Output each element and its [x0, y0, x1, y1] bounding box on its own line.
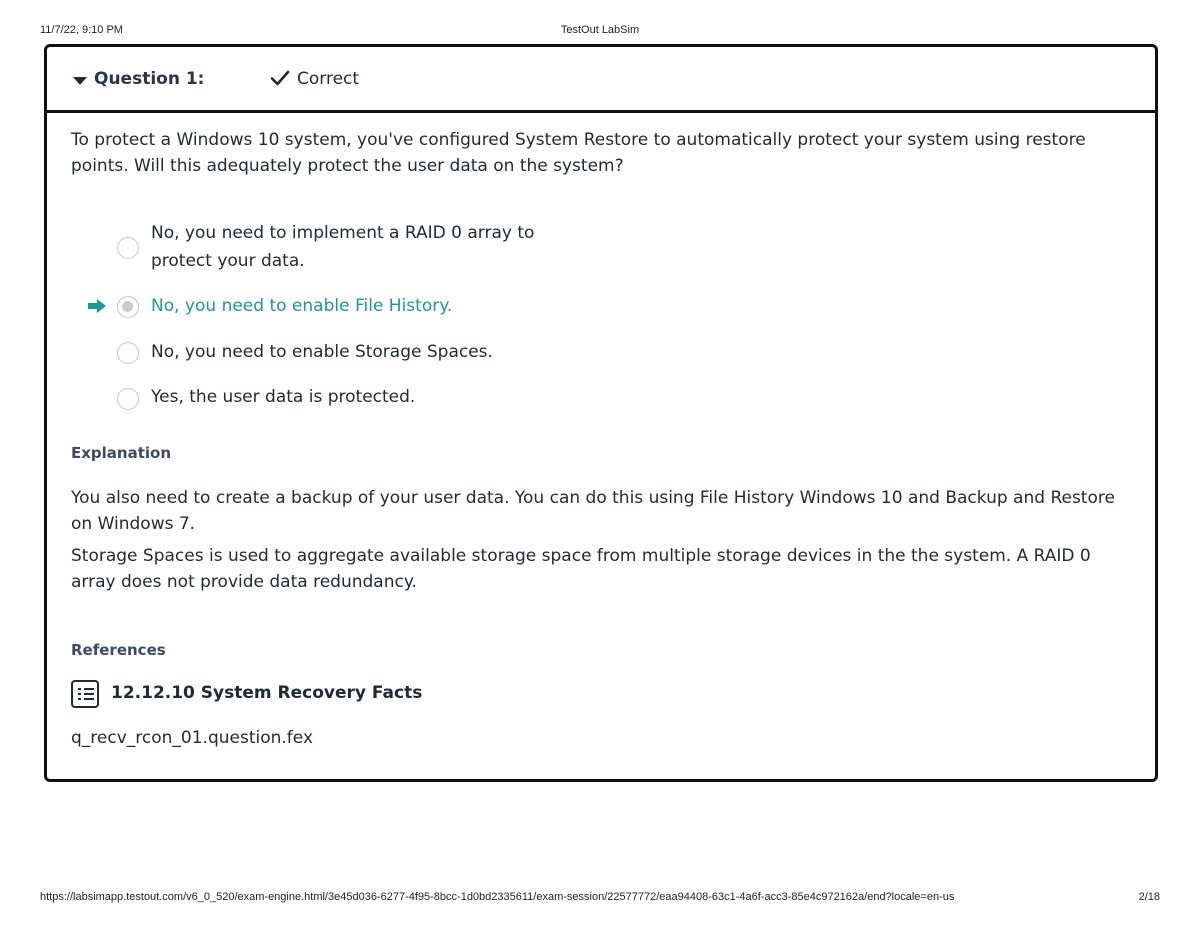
- question-label: Question 1:: [94, 69, 205, 89]
- answer-label: [151, 219, 571, 275]
- list-icon: [71, 680, 99, 708]
- checkmark-icon: [269, 67, 291, 89]
- answer-label: No, you need to enable File History.: [151, 296, 453, 316]
- question-card: [44, 44, 1158, 782]
- answer-label-line-1: No, you need to implement a RAID 0 array to: [151, 223, 535, 243]
- print-footer: [40, 891, 1160, 905]
- print-page-title: TestOut LabSim: [560, 24, 640, 36]
- references-heading: References: [71, 641, 166, 659]
- answer-label: No, you need to enable Storage Spaces.: [151, 342, 493, 362]
- radio-button[interactable]: [117, 237, 139, 259]
- print-url: https://labsimapp.testout.com/v6_0_520/exam-engine.html/3e45d036-6277-4f95-8bcc-1d0bd2335611/exam-session/22577772/eaa94408-63c1-4a6f-acc3-85e4c972162a/end?locale=en-us: [40, 891, 955, 903]
- print-header: [40, 24, 1160, 38]
- result-status: Correct: [297, 69, 360, 89]
- answer-label: Yes, the user data is protected.: [151, 387, 416, 407]
- print-date: 11/7/22, 9:10 PM: [40, 24, 123, 36]
- radio-button[interactable]: [117, 388, 139, 410]
- explanation-paragraph-1: You also need to create a backup of your user data. You can do this using File History Windows 10 and Backup and Restore on Windows 7.: [71, 488, 1115, 534]
- arrow-right-icon: [87, 298, 107, 314]
- reference-link[interactable]: 12.12.10 System Recovery Facts: [111, 683, 423, 703]
- page-number: 2/18: [1138, 891, 1160, 903]
- radio-button[interactable]: [117, 342, 139, 364]
- question-file-id: q_recv_rcon_01.question.fex: [71, 728, 314, 748]
- explanation-heading: Explanation: [71, 444, 172, 462]
- explanation-paragraph-2: Storage Spaces is used to aggregate available storage space from multiple storage devices in the the system. A RAID 0 array does not provide data redundancy.: [71, 546, 1091, 592]
- caret-down-icon[interactable]: [73, 77, 87, 85]
- question-text: To protect a Windows 10 system, you've configured System Restore to automatically protect your system using restore points. Will this adequately protect the user data on the system?: [71, 130, 1086, 176]
- radio-button-selected[interactable]: [117, 296, 139, 318]
- question-header[interactable]: [47, 47, 1155, 113]
- answer-label-line-2: protect your data.: [151, 251, 305, 271]
